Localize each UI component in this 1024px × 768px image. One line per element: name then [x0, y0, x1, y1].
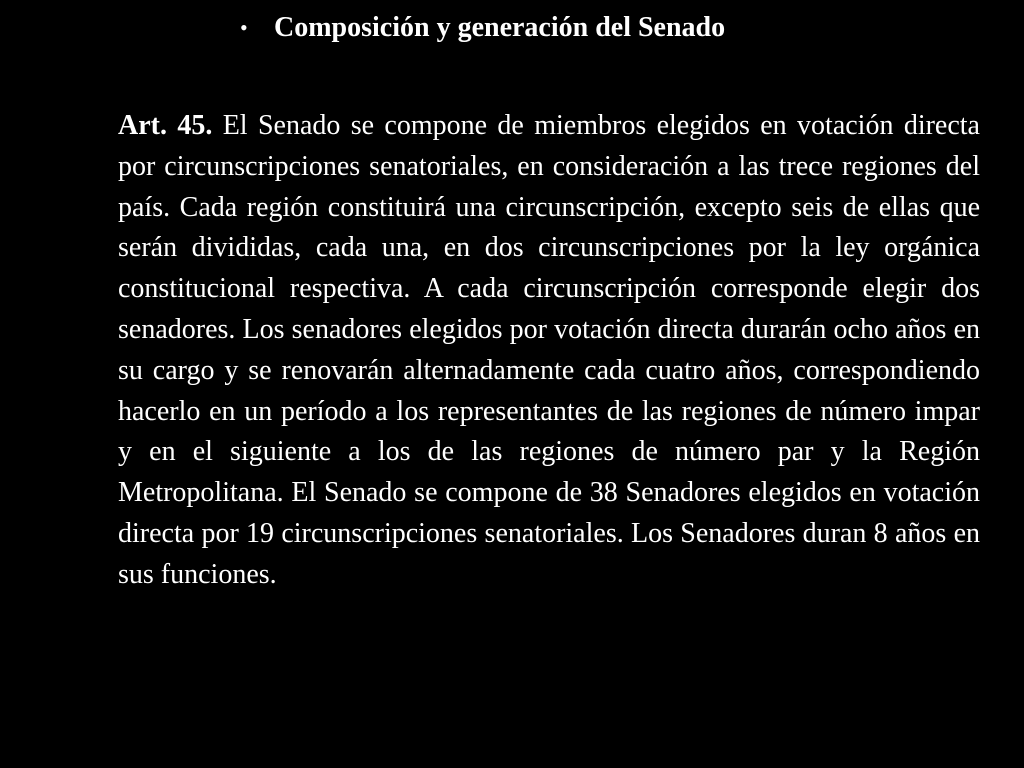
heading-row [240, 8, 725, 48]
bullet-icon: • [240, 15, 248, 40]
article-paragraph [118, 106, 980, 596]
article-text: El Senado se compone de miembros elegidos en votación directa por circunscripciones senatoriales, en consideración a las trece regiones del país. Cada región constituirá una circunscripción, excepto seis de ellas que serán divididas, cada una, en dos circunscripciones por la ley orgánica constitucional respectiva. A cada circunscripción corresponde elegir dos senadores. Los senadores elegidos por votación directa durarán ocho años en su cargo y se renovarán alternadamente cada cuatro años, correspondiendo hacerlo en un período a los representantes de las regiones de número impar y en el siguiente a los de las regiones de número par y la Región Metropolitana. El Senado se compone de 38 Senadores elegidos en votación directa por 19 circunscripciones senatoriales. Los Senadores duran 8 años en sus funciones. [118, 110, 980, 590]
slide-heading: Composición y generación del Senado [274, 12, 726, 43]
article-label: Art. 45. [118, 110, 213, 141]
